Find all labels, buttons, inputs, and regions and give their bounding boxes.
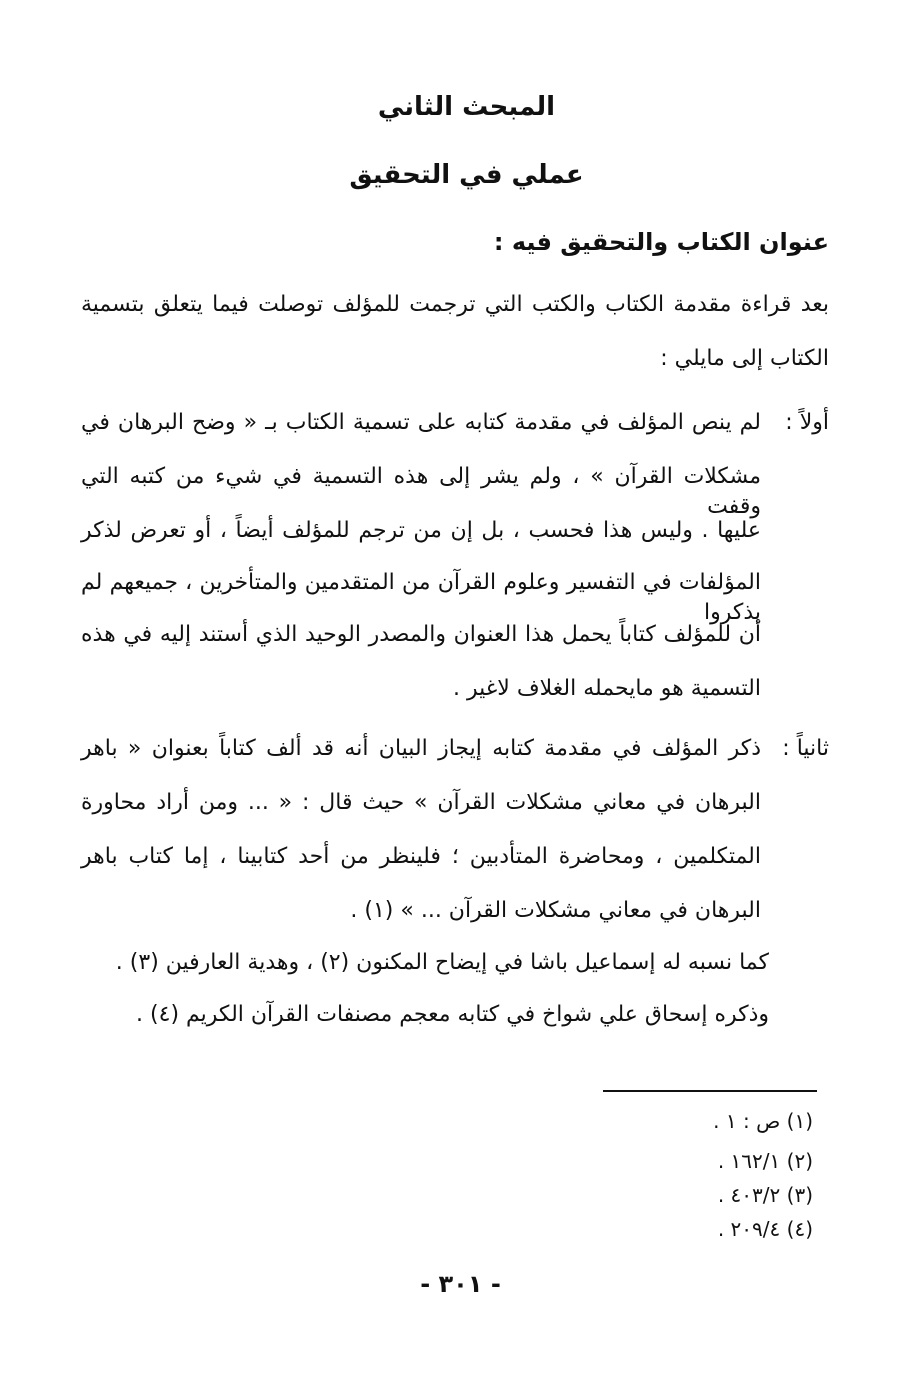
intro-line-1: بعد قراءة مقدمة الكتاب والكتب التي ترجمت للمؤلف توصلت فيما يتعلق بتسمية: [81, 292, 829, 317]
third-line-2: وذكره إسحاق علي شواخ في كتابه معجم مصنفات القرآن الكريم (٤) .: [136, 1002, 769, 1027]
second-line-1: ذكر المؤلف في مقدمة كتابه إيجاز البيان أنه قد ألف كتاباً بعنوان « باهر: [81, 736, 761, 761]
footnote-1: (١) ص : ١ .: [713, 1109, 813, 1133]
footnote-separator: [603, 1090, 817, 1092]
footnote-4: (٤) ٢٠٩/٤ .: [717, 1217, 813, 1241]
second-marker: ثانياً :: [782, 736, 829, 761]
section-title: عملي في التحقيق: [349, 160, 584, 190]
first-line-2: مشكلات القرآن » ، ولم يشر إلى هذه التسمية في شيء من كتبه التي وقفت: [81, 464, 761, 519]
footnote-3: (٣) ٤٠٣/٢ .: [717, 1183, 813, 1207]
section-heading: المبحث الثاني: [377, 92, 556, 122]
page-number: - ٣٠١ -: [420, 1270, 501, 1298]
first-line-3: عليها . وليس هذا فحسب ، بل إن من ترجم للمؤلف أيضاً ، أو تعرض لذكر: [81, 518, 761, 543]
second-line-2: البرهان في معاني مشكلات القرآن » حيث قال : « ... ومن أراد محاورة: [81, 790, 761, 815]
footnote-2: (٢) ١٦٢/١ .: [717, 1149, 813, 1173]
second-line-4: البرهان في معاني مشكلات القرآن ... » (١) .: [350, 898, 761, 923]
first-marker: أولاً :: [785, 410, 829, 435]
first-line-5: أن للمؤلف كتاباً يحمل هذا العنوان والمصدر الوحيد الذي أستند إليه في هذه: [81, 622, 761, 647]
intro-line-2: الكتاب إلى مايلي :: [660, 346, 829, 371]
second-line-3: المتكلمين ، ومحاضرة المتأدبين ؛ فلينظر من أحد كتابينا ، إما كتاب باهر: [81, 844, 761, 869]
subheading: عنوان الكتاب والتحقيق فيه :: [493, 228, 829, 256]
first-line-4: المؤلفات في التفسير وعلوم القرآن من المتقدمين والمتأخرين ، جميعهم لم يذكروا: [81, 570, 761, 625]
third-line-1: كما نسبه له إسماعيل باشا في إيضاح المكنون (٢) ، وهدية العارفين (٣) .: [115, 950, 769, 975]
first-line-6: التسمية هو مايحمله الغلاف لاغير .: [453, 676, 761, 701]
first-line-1: لم ينص المؤلف في مقدمة كتابه على تسمية الكتاب بـ « وضح البرهان في: [81, 410, 761, 435]
